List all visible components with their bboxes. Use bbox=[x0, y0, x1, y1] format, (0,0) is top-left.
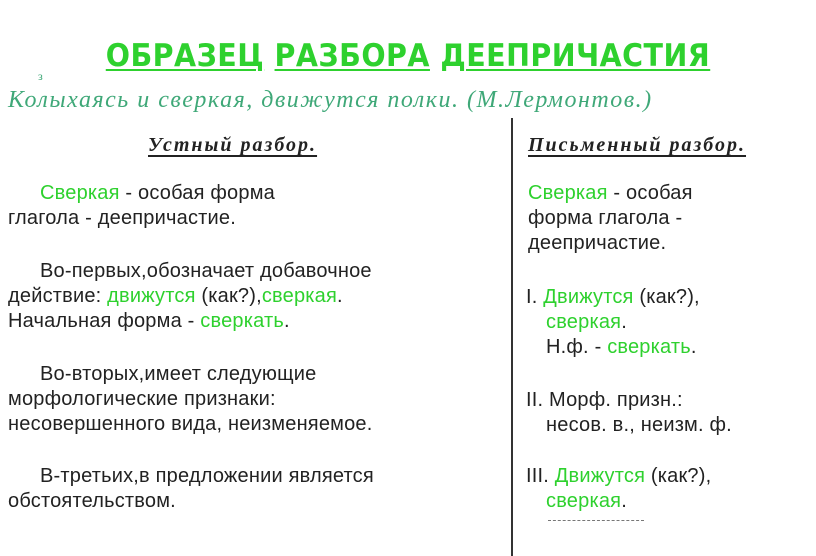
oral-heading: Устный разбор. bbox=[148, 134, 318, 156]
written-p1-line-1: Сверкая - особая bbox=[528, 182, 693, 204]
oral-p4-line-2: обстоятельством. bbox=[8, 490, 176, 512]
oral-p2-line-1: Во-первых,обозначает добавочное bbox=[40, 260, 372, 282]
epigraph-part-1: Колыхаясь и сверкая з bbox=[8, 69, 247, 113]
oral-paragraph-2 bbox=[8, 259, 372, 334]
oral-p4-line-1: В-третьих,в предложении является bbox=[40, 465, 374, 487]
oral-p1-line-1: Сверкая - особая форма bbox=[40, 182, 275, 204]
oral-paragraph-1 bbox=[8, 181, 275, 231]
oral-p2-line-2: действие: движутся (как?),сверкая. bbox=[8, 285, 343, 307]
title-word-1: ОБРАЗЕЦ bbox=[105, 38, 265, 74]
written-p3-line-1: II. Морф. призн.: bbox=[526, 389, 683, 411]
written-p1-line-3: деепричастие. bbox=[528, 232, 667, 254]
title-word-2: РАЗБОРА bbox=[274, 38, 430, 74]
oral-p3-line-2: морфологические признаки: bbox=[8, 388, 276, 410]
page-title bbox=[33, 38, 784, 74]
epigraph-mark: з bbox=[38, 69, 43, 83]
written-p2-line-3: Н.ф. - сверкать. bbox=[546, 336, 697, 358]
title-word-3: ДЕЕПРИЧАСТИЯ bbox=[440, 38, 711, 74]
written-p4-line-2: сверкая. bbox=[546, 490, 627, 512]
written-p2-line-1: I. Движутся (как?), bbox=[526, 286, 700, 308]
dashed-underline bbox=[548, 520, 644, 522]
written-p2-line-2: сверкая. bbox=[546, 311, 627, 333]
written-paragraph-4 bbox=[526, 464, 711, 514]
written-paragraph-3 bbox=[526, 388, 732, 438]
oral-p3-line-3: несовершенного вида, неизменяемое. bbox=[8, 413, 373, 435]
written-p3-line-2: несов. в., неизм. ф. bbox=[546, 414, 732, 436]
oral-paragraph-4 bbox=[8, 464, 374, 514]
column-divider bbox=[511, 118, 513, 556]
oral-paragraph-3 bbox=[8, 362, 373, 437]
written-p1-line-2: форма глагола - bbox=[528, 207, 683, 229]
oral-p1-line-2: глагола - деепричастие. bbox=[8, 207, 236, 229]
written-paragraph-2 bbox=[526, 285, 700, 360]
written-p4-line-1: III. Движутся (как?), bbox=[526, 465, 712, 487]
written-heading: Письменный разбор. bbox=[528, 134, 747, 156]
written-paragraph-1 bbox=[528, 181, 693, 256]
epigraph-part-2: , движутся полки. (М.Лермонтов.) bbox=[246, 87, 653, 113]
epigraph-sentence bbox=[8, 69, 816, 114]
oral-p2-line-3: Начальная форма - сверкать. bbox=[8, 310, 290, 332]
oral-p3-line-1: Во-вторых,имеет следующие bbox=[40, 363, 317, 385]
